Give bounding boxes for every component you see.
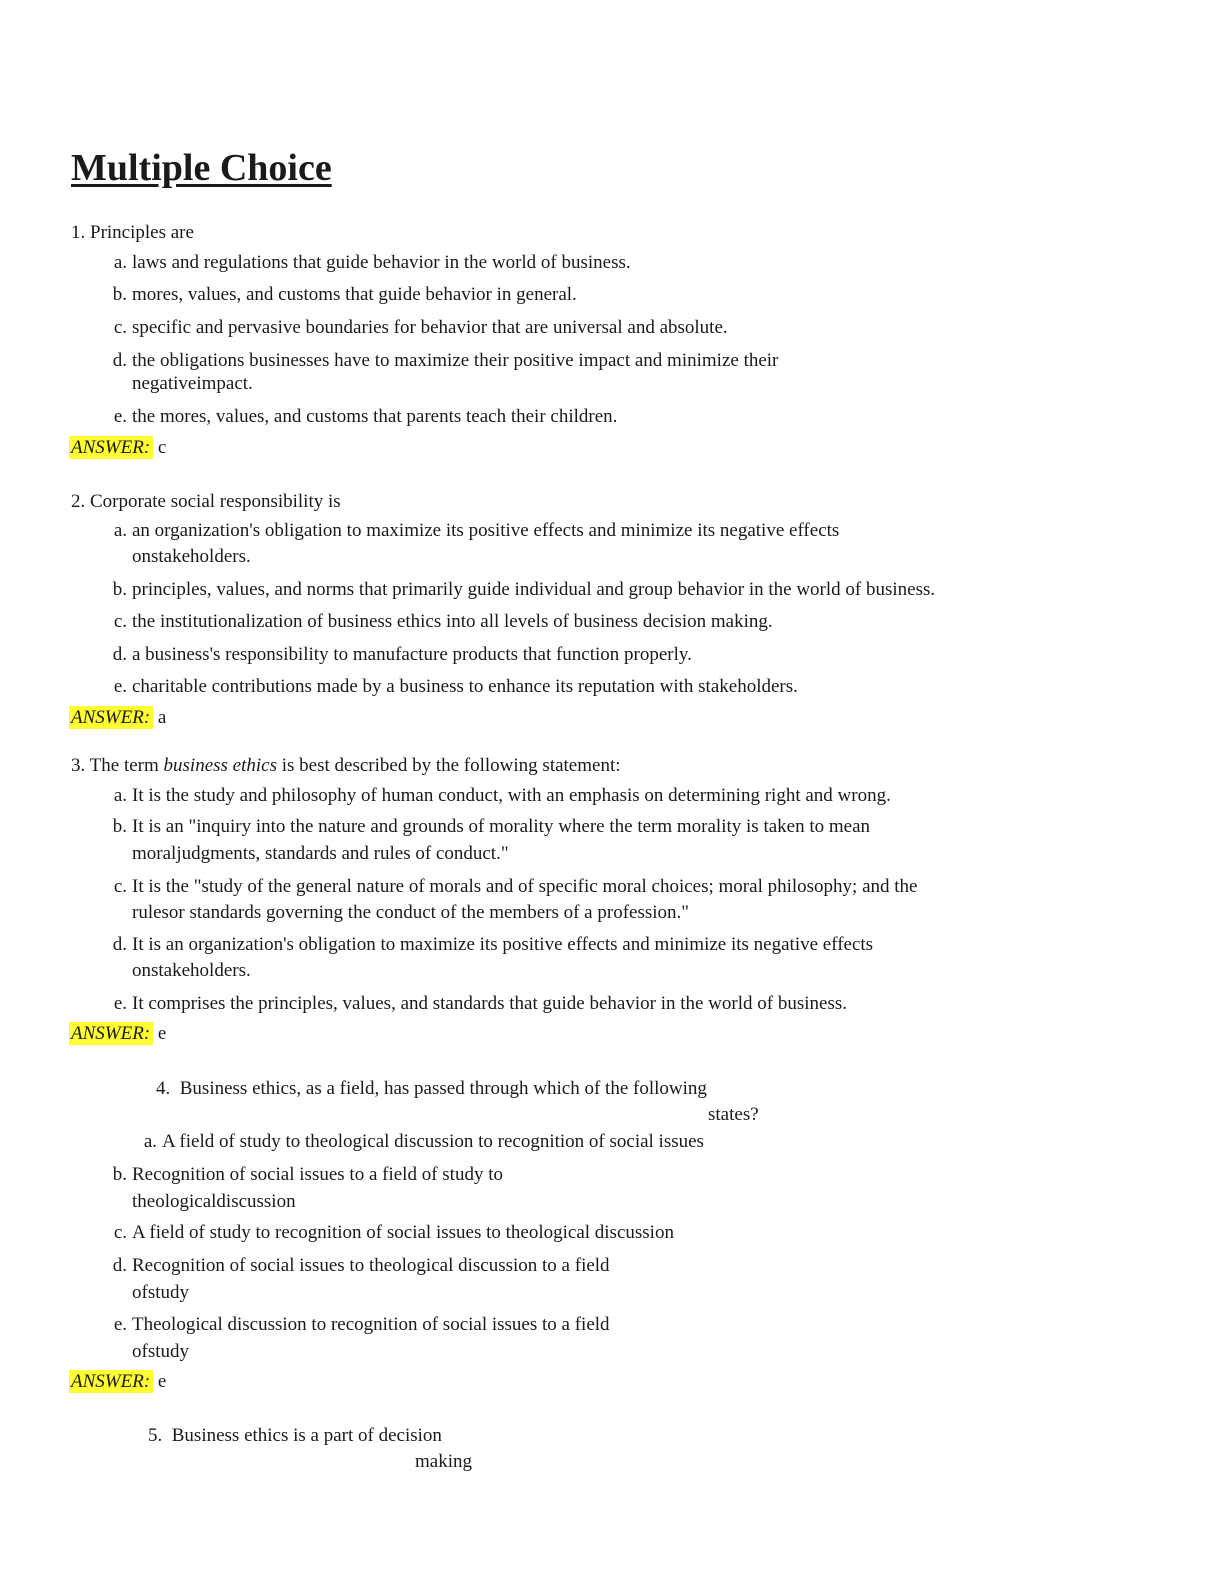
question-number: 4. xyxy=(156,1078,171,1099)
option-a-continuation: onstakeholders. xyxy=(132,546,251,567)
option-c: c. the institutionalization of business ethics into all levels of business decision making. xyxy=(113,611,773,632)
question-stem: 2. Corporate social responsibility is xyxy=(71,491,341,512)
option-e: e. It comprises the principles, values, and standards that guide behavior in the world of business. xyxy=(113,993,847,1014)
option-a: a. A field of study to theological discussion to recognition of social issues xyxy=(143,1131,704,1152)
option-e-continuation: ofstudy xyxy=(132,1341,189,1362)
option-d: d. a business's responsibility to manufacture products that function properly. xyxy=(112,644,692,665)
option-c: c. A field of study to recognition of social issues to theological discussion xyxy=(113,1222,674,1243)
option-d: d. It is an organization's obligation to maximize its positive effects and minimize its negative effects xyxy=(112,934,874,955)
option-b-continuation: moraljudgments, standards and rules of conduct." xyxy=(132,843,509,864)
option-d-continuation: ofstudy xyxy=(132,1282,189,1303)
answer-value: c xyxy=(157,437,167,458)
option-e: e. Theological discussion to recognition of social issues to a field xyxy=(113,1314,610,1335)
question-stem: 4. Business ethics, as a field, has passed through which of the following xyxy=(156,1078,707,1099)
emphasized-term: business ethics xyxy=(163,755,277,776)
answer-line xyxy=(71,1023,166,1046)
option-c: c. specific and pervasive boundaries for behavior that are universal and absolute. xyxy=(113,317,728,338)
answer-line xyxy=(71,707,166,730)
option-b: b. It is an "inquiry into the nature and grounds of morality where the term morality is taken to mean xyxy=(112,816,871,837)
option-a: a. an organization's obligation to maximize its positive effects and minimize its negative effects xyxy=(113,520,840,541)
answer-value: e xyxy=(157,1371,167,1392)
question-stem-continuation: states? xyxy=(708,1104,759,1125)
answer-value: a xyxy=(157,707,167,728)
option-e: e. the mores, values, and customs that parents teach their children. xyxy=(113,406,618,427)
option-d: d. Recognition of social issues to theological discussion to a field xyxy=(112,1255,610,1276)
answer-line xyxy=(71,437,166,460)
question-number: 1. xyxy=(71,222,86,243)
question-number: 5. xyxy=(148,1425,163,1446)
answer-label: ANSWER: xyxy=(69,436,153,459)
question-stem-continuation: making xyxy=(415,1451,472,1472)
answer-label: ANSWER: xyxy=(69,706,153,729)
question-stem: 5. Business ethics is a part of decision xyxy=(148,1425,442,1446)
option-b-continuation: theologicaldiscussion xyxy=(132,1191,296,1212)
answer-label: ANSWER: xyxy=(69,1370,153,1393)
question-number: 3. xyxy=(71,755,86,776)
option-a: a. laws and regulations that guide behavior in the world of business. xyxy=(113,252,631,273)
option-d-continuation: negativeimpact. xyxy=(132,373,253,394)
question-stem: 3. The term business ethics is best described by the following statement: xyxy=(71,755,621,776)
option-c: c. It is the "study of the general nature of morals and of specific moral choices; moral philosophy; and the xyxy=(113,876,918,897)
option-a: a. It is the study and philosophy of human conduct, with an emphasis on determining right and wrong. xyxy=(113,785,891,806)
page-title: Multiple Choice xyxy=(71,147,332,189)
answer-value: e xyxy=(157,1023,167,1044)
option-b: b. mores, values, and customs that guide behavior in general. xyxy=(112,284,577,305)
option-c-continuation: rulesor standards governing the conduct of the members of a profession." xyxy=(132,902,690,923)
question-stem: 1. Principles are xyxy=(71,222,194,243)
option-d-continuation: onstakeholders. xyxy=(132,960,251,981)
answer-line xyxy=(71,1371,166,1394)
option-d: d. the obligations businesses have to maximize their positive impact and minimize their xyxy=(112,350,779,371)
question-number: 2. xyxy=(71,491,86,512)
option-b: b. Recognition of social issues to a field of study to xyxy=(112,1164,503,1185)
option-e: e. charitable contributions made by a business to enhance its reputation with stakeholders. xyxy=(113,676,798,697)
option-b: b. principles, values, and norms that primarily guide individual and group behavior in the world of business. xyxy=(112,579,936,600)
answer-label: ANSWER: xyxy=(69,1022,153,1045)
